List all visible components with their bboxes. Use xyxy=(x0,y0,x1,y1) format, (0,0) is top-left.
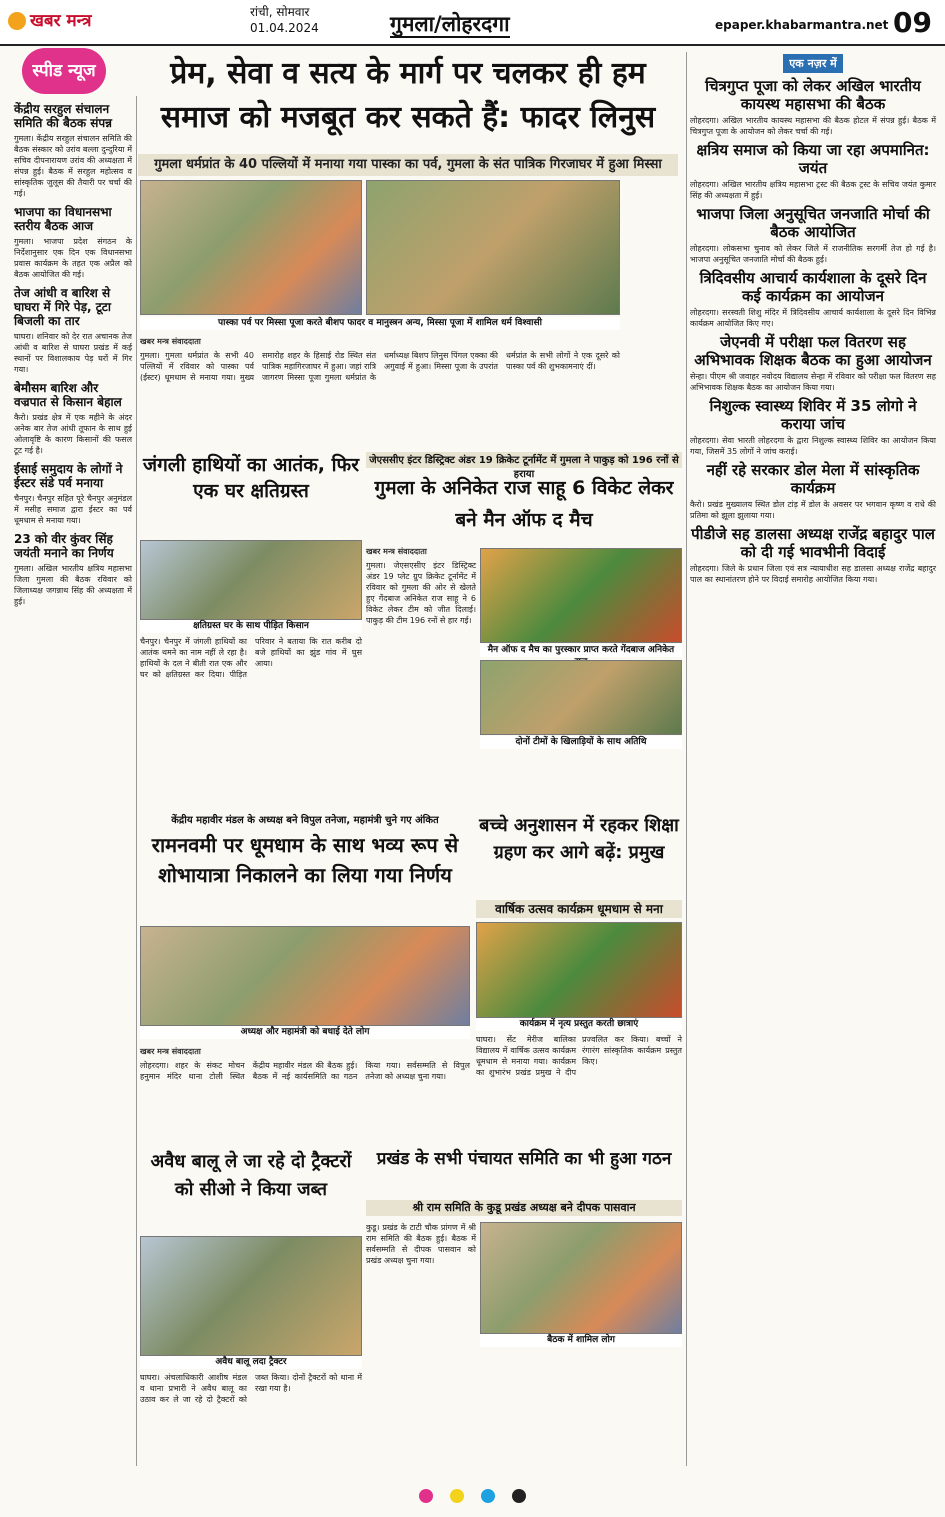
right-brief-headline: जेएनवी में परीक्षा फल वितरण सह अभिभावक शिक्षक बैठक का हुआ आयोजन xyxy=(694,333,932,369)
left-brief-headline: केंद्रीय सरहुल संचालन समिति की बैठक संपन्न xyxy=(14,102,113,130)
tractor-photo xyxy=(140,1236,362,1356)
left-brief-text: कैरो। प्रखंड क्षेत्र में एक महीने के अंदर अनेक बार तेज आंधी तूफान के साथ हुई ओलावृष्टि के कारण किसानों की फसल टूट गई है। xyxy=(14,413,132,455)
school-photo xyxy=(476,922,682,1018)
left-brief-text: गुमला। भाजपा प्रदेश संगठन के निर्देशानुसार एक दिन एक विधानसभा प्रवास कार्यक्रम के तहत एक अप्रैल को बैठक आयोजित की गई। xyxy=(14,237,132,279)
school-deck: वार्षिक उत्सव कार्यक्रम धूमधाम से मना xyxy=(476,900,682,918)
ramnavami-photo xyxy=(140,926,470,1026)
right-brief-headline: नहीं रहे सरकार डोल मेला में सांस्कृतिक कार्यक्रम xyxy=(706,461,920,497)
right-brief-headline: क्षत्रिय समाज को किया जा रहा अपमानित: जयंत xyxy=(696,141,930,177)
tractor-headline: अवैध बालू ले जा रहे दो ट्रैक्टरों को सीओ ने किया जब्त xyxy=(150,1151,352,1200)
right-brief-headline: भाजपा जिला अनुसूचित जनजाति मोर्चा की बैठक आयोजित xyxy=(696,205,930,241)
column-divider xyxy=(136,96,137,1466)
magenta-dot xyxy=(419,1489,433,1503)
committee-photo xyxy=(480,1222,682,1334)
tractor-caption: अवैध बालू लदा ट्रैक्टर xyxy=(140,1356,362,1369)
dateline xyxy=(250,4,319,36)
ramnavami-body: लोहरदगा। शहर के संकट मोचन हनुमान मंदिर थाना टोली स्थित केंद्रीय महावीर मंडल की बैठक हुई। बैठक में नई कार्यसमिति का गठन किया गया। सर्वसम्मति से विपुल तनेजा को अध्यक्ष चुना गया। xyxy=(140,1061,470,1081)
print-registration-marks xyxy=(0,1478,945,1517)
school-caption: कार्यक्रम में नृत्य प्रस्तुत करती छात्राएं xyxy=(476,1018,682,1031)
left-brief-text: चैनपुर। चैनपुर सहित पूरे चैनपुर अनुमंडल में मसीह समाज द्वारा ईस्टर का पर्व धूमधाम से मनाया गया। xyxy=(14,494,132,525)
right-brief-text: लोहरदगा। अखिल भारतीय क्षत्रिय महासभा ट्रस्ट की बैठक ट्रस्ट के सचिव जयंत कुमार सिंह की अध्यक्षता में हुई। xyxy=(690,180,936,200)
ramnavami-headline: रामनवमी पर धूमधाम के साथ भव्य रूप से शोभायात्रा निकालने का लिया गया निर्णय xyxy=(151,833,459,887)
right-brief-column xyxy=(690,52,936,1462)
cyan-dot xyxy=(481,1489,495,1503)
committee-body: कुडू। प्रखंड के टाटी चौक प्रांगण में श्री राम समिति की बैठक हुई। बैठक में सर्वसम्मति से दीपक पासवान को प्रखंड अध्यक्ष चुना गया। xyxy=(366,1223,476,1265)
issue-date: 01.04.2024 xyxy=(250,21,319,35)
elephant-caption: क्षतिग्रस्त घर के साथ पीड़ित किसान xyxy=(140,620,362,633)
left-brief-headline: ईसाई समुदाय के लोगों ने ईस्टर संडे पर्व मनाया xyxy=(14,462,123,490)
lead-byline: खबर मन्त्र संवाददाता xyxy=(140,337,201,346)
lead-photo-2 xyxy=(366,180,620,315)
section-title: गुमला/लोहरदगा xyxy=(390,12,510,36)
tractor-body: घाघरा। अंचलाधिकारी आशीष मंडल व थाना प्रभारी ने अवैध बालू का उठाव कर ले जा रहे दो ट्रैक्टरों को जब्त किया। दोनों ट्रैक्टरों को थाना में रखा गया है। xyxy=(140,1373,362,1404)
lead-headline: प्रेम, सेवा व सत्य के मार्ग पर चलकर ही हम समाज को मजबूत कर सकते हैं: फादर लिनुस xyxy=(160,56,656,135)
right-brief-headline: पीडीजे सह डालसा अध्यक्ष राजेंद्र बहादुर पाल को दी गई भावभीनी विदाई xyxy=(691,525,935,561)
left-brief-headline: 23 को वीर कुंवर सिंह जयंती मनाने का निर्णय xyxy=(14,532,114,560)
cricket-caption-2: दोनों टीमों के खिलाड़ियों के साथ अतिथि xyxy=(480,736,682,749)
elephant-body: चैनपुर। चैनपुर में जंगली हाथियों का आतंक थमने का नाम नहीं ले रहा है। हाथियों के दल ने बीती रात एक और घर को क्षतिग्रस्त कर दिया। पीड़ित परिवार ने बताया कि रात करीब दो बजे हाथियों का झुंड गांव में घुस आया। xyxy=(140,637,362,679)
committee-deck: श्री राम समिति के कुडू प्रखंड अध्यक्ष बने दीपक पासवान xyxy=(366,1200,682,1216)
lead-body-continued xyxy=(624,180,682,442)
right-brief-headline: निशुल्क स्वास्थ्य शिविर में 35 लोगो ने कराया जांच xyxy=(709,397,917,433)
left-brief-text: गुमला। केंद्रीय सरहुल संचालन समिति की बैठक संस्कार को उरांव बल्ला दुन्दुरिया में सचिव दीपनारायण उरांव की अध्यक्षता में संपन्न हुई। बैठक में सरहुल महोत्सव व सांस्कृतिक जुलूस की तैयारी पर चर्चा की गई। xyxy=(14,134,132,198)
page-number: 09 xyxy=(893,6,932,39)
ramnavami-topline: केंद्रीय महावीर मंडल के अध्यक्ष बने विपुल तनेजा, महामंत्री चुने गए अंकित xyxy=(171,815,439,826)
brand-icon xyxy=(8,12,26,30)
right-brief-text: कैरो। प्रखंड मुख्यालय स्थित डोल टांड़ में डोल के अवसर पर भगवान कृष्ण व राधे की प्रतिमा को झूला झुलाया गया। xyxy=(690,500,936,520)
cricket-body-continued xyxy=(480,752,682,804)
school-body: घाघरा। सेंट मेरीज बालिका विद्यालय में वार्षिक उत्सव कार्यक्रम धूमधाम से मनाया गया। कार्यक्रम का शुभारंभ प्रखंड प्रमुख ने दीप प्रज्वलित कर किया। बच्चों ने रंगारंग सांस्कृतिक कार्यक्रम प्रस्तुत किए। xyxy=(476,1035,682,1077)
brand-logo xyxy=(8,8,92,31)
right-brief-text: लोहरदगा। अखिल भारतीय कायस्थ महासभा की बैठक होटल में संपन्न हुई। बैठक में चित्रगुप्त पूजा के आयोजन को लेकर चर्चा की गई। xyxy=(690,116,936,136)
lead-caption: पास्का पर्व पर मिस्सा पूजा करते बीशप फादर व मानुस्त्रन अन्य, मिस्सा पूजा में शामिल धर्म विश्वासी xyxy=(140,317,620,330)
elephant-headline: जंगली हाथियों का आतंक, फिर एक घर क्षतिग्रस्त xyxy=(143,454,359,502)
right-brief-headline: चित्रगुप्त पूजा को लेकर अखिल भारतीय कायस्थ महासभा की बैठक xyxy=(705,77,921,113)
committee-caption: बैठक में शामिल लोग xyxy=(480,1334,682,1347)
black-dot xyxy=(512,1489,526,1503)
right-brief-headline: त्रिदिवसीय आचार्य कार्यशाला के दूसरे दिन कई कार्यक्रम का आयोजन xyxy=(699,269,927,305)
cricket-topline: जेएससीए इंटर डिस्ट्रिक्ट अंडर 19 क्रिकेट टूर्नामेंट में गुमला ने पाकुड़ को 196 रनों से हराया xyxy=(366,452,682,468)
city-day: रांची, सोमवार xyxy=(250,5,310,19)
left-brief-column xyxy=(14,96,132,1466)
ramnavami-caption: अध्यक्ष और महामंत्री को बधाई देते लोग xyxy=(140,1026,470,1039)
right-brief-text: लोहरदगा। लोकसभा चुनाव को लेकर जिले में राजनीतिक सरगर्मी तेज हो गई है। भाजपा अनुसूचित जनजाति मोर्चा की बैठक हुई। xyxy=(690,244,936,264)
cricket-photo-1 xyxy=(480,548,682,643)
right-brief-text: सेन्हा। पीएम श्री जवाहर नवोदय विद्यालय सेन्हा में रविवार को परीक्षा फल वितरण सह अभिभावक शिक्षक बैठक का आयोजन किया गया। xyxy=(690,372,936,392)
left-brief-headline: बेमौसम बारिश और वज्रपात से किसान बेहाल xyxy=(14,381,122,409)
cricket-byline: खबर मन्त्र संवाददाता xyxy=(366,547,427,556)
cricket-photo-2 xyxy=(480,660,682,735)
left-brief-text: घाघरा। शनिवार को देर रात अचानक तेज आंधी व बारिश से घाघरा प्रखंड में कई स्थानों पर विशालकाय पेड़ घरों में गिर गया। xyxy=(14,332,132,374)
cricket-caption-1: मैन ऑफ द मैच का पुरस्कार प्राप्त करते गेंदबाज अनिकेत xyxy=(480,644,682,657)
right-brief-text: लोहरदगा। जिले के प्रधान जिला एवं सत्र न्यायाधीश सह डालसा अध्यक्ष राजेंद्र बहादुर पाल का स्थानांतरण होने पर विदाई समारोह आयोजित किया गया। xyxy=(690,564,936,584)
site-url[interactable]: epaper.khabarmantra.net xyxy=(715,18,889,32)
at-a-glance-tag: एक नज़र में xyxy=(783,54,843,73)
right-brief-text: लोहरदगा। सेवा भारती लोहरदगा के द्वारा निशुल्क स्वास्थ्य शिविर का आयोजन किया गया, जिसमें 35 लोगों ने जांच कराई। xyxy=(690,436,936,456)
left-brief-text: गुमला। अखिल भारतीय क्षत्रिय महासभा जिला गुमला की बैठक रविवार को जिलाध्यक्ष जगन्नाथ सिंह की अध्यक्षता में हुई। xyxy=(14,564,132,606)
lead-body: गुमला। गुमला धर्मप्रांत के सभी 40 पल्लियों में रविवार को पास्का पर्व (ईस्टर) धूमधाम से मनाया गया। मुख्य समारोह शहर के हिसाई रोड स्थित संत पात्रिक महागिरजाघर में हुआ। जहां रात्रि जागरण मिस्सा पूजा गुमला धर्मप्रांत के धर्माध्यक्ष बिशप लिनुस पिंगल एक्का की अगुवाई में हुआ। मिस्सा पूजा के उपरांत धर्मप्रांत के सभी लोगों ने एक दूसरे को पास्का पर्व की शुभकामनाएं दीं। xyxy=(140,351,620,382)
lead-photo-1 xyxy=(140,180,362,315)
cricket-body: गुमला। जेएसएसीए इंटर डिस्ट्रिक्ट अंडर 19 प्लेट ग्रुप क्रिकेट टूर्नामेंट में रविवार को गुमला की ओर से खेलते हुए गेंदबाज अनिकेत राज साहू ने 6 विकेट लेकर टीम को जीत दिलाई। पाकुड़ की टीम 196 रनों से हार गई। xyxy=(366,561,476,625)
committee-body-continued xyxy=(480,1350,682,1466)
committee-headline: प्रखंड के सभी पंचायत समिति का भी हुआ गठन xyxy=(376,1149,672,1169)
lead-deck: गुमला धर्मप्रांत के 40 पल्लियों में मनाया गया पास्का का पर्व, गुमला के संत पात्रिक गिरजाघर में हुआ मिस्सा xyxy=(138,154,678,176)
speed-news-logo: स्पीड न्यूज xyxy=(22,48,106,94)
right-brief-text: लोहरदगा। सरस्वती शिशु मंदिर में त्रिदिवसीय आचार्य कार्यशाला के दूसरे दिन विभिन्न कार्यक्रम आयोजित किए गए। xyxy=(690,308,936,328)
ramnavami-byline: खबर मन्त्र संवाददाता xyxy=(140,1047,201,1056)
cricket-headline: गुमला के अनिकेत राज साहू 6 विकेट लेकर बने मैन ऑफ द मैच xyxy=(374,477,674,531)
left-brief-headline: तेज आंधी व बारिश से घाघरा में गिरे पेड़, टूटा बिजली का तार xyxy=(14,286,111,328)
right-column-divider xyxy=(686,52,687,1466)
school-headline: बच्चे अनुशासन में रहकर शिक्षा ग्रहण कर आगे बढ़ें: प्रमुख xyxy=(479,815,679,863)
left-brief-headline: भाजपा का विधानसभा स्तरीय बैठक आज xyxy=(14,205,112,233)
yellow-dot xyxy=(450,1489,464,1503)
brand-name: खबर मन्त्र xyxy=(30,11,92,31)
elephant-photo xyxy=(140,540,362,620)
